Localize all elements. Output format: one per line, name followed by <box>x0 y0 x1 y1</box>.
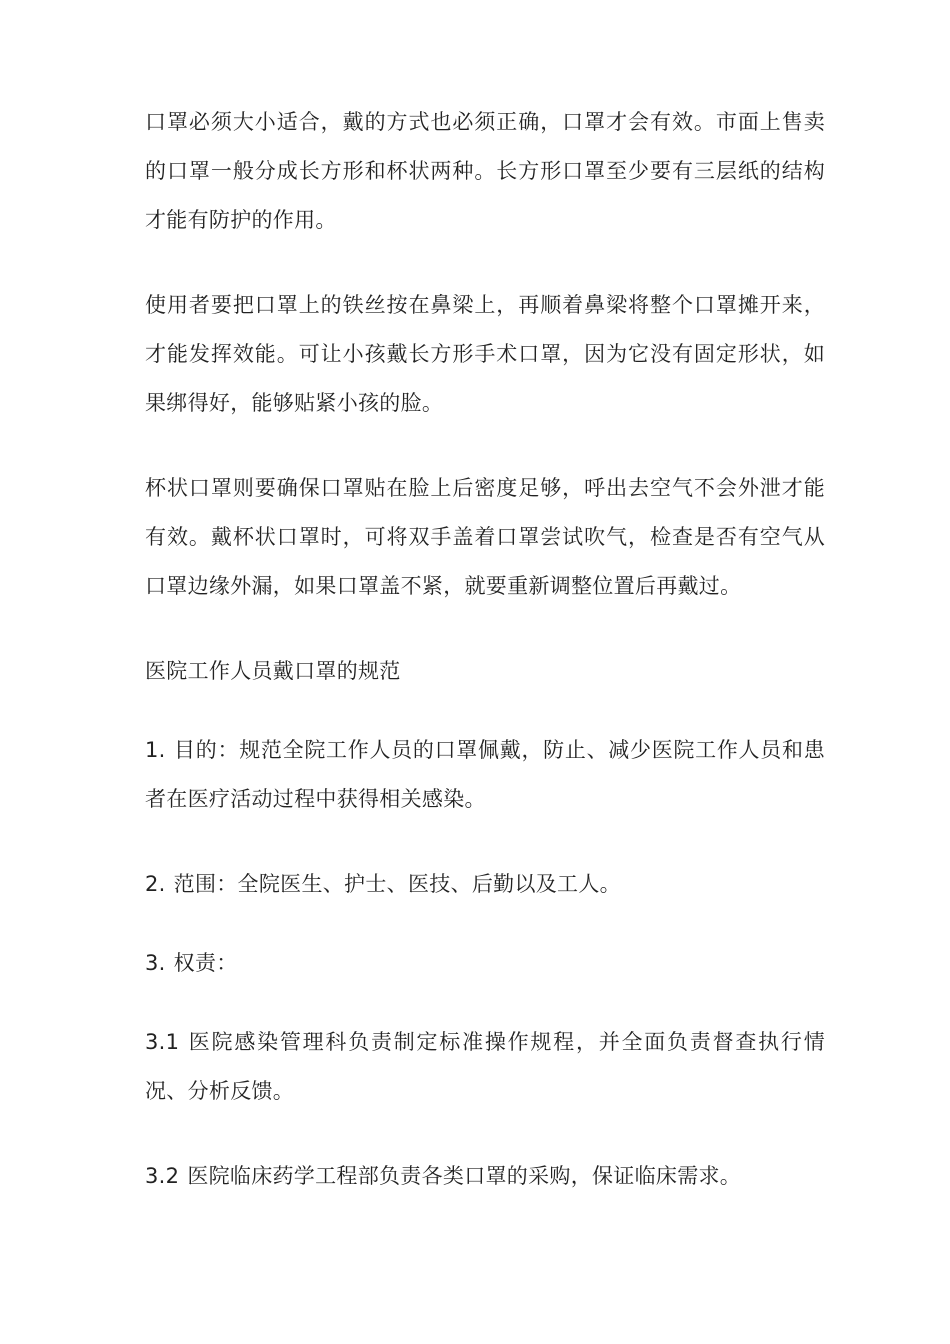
item-text: 范围：全院医生、护士、医技、后勤以及工人。 <box>173 872 621 896</box>
list-item <box>145 1152 825 1201</box>
paragraph-mask-wearing: 使用者要把口罩上的铁丝按在鼻梁上，再顺着鼻梁将整个口罩摊开来，才能发挥效能。可让小孩戴长方形手术口罩，因为它没有固定形状，如果绑得好，能够贴紧小孩的脸。 <box>145 293 825 415</box>
paragraph-mask-fit: 口罩必须大小适合，戴的方式也必须正确，口罩才会有效。市面上售卖的口罩一般分成长方形和杯状两种。长方形口罩至少要有三层纸的结构才能有防护的作用。 <box>145 110 825 232</box>
list-item <box>145 860 825 909</box>
paragraph-cup-mask: 杯状口罩则要确保口罩贴在脸上后密度足够，呼出去空气不会外泄才能有效。戴杯状口罩时，可将双手盖着口罩尝试吹气，检查是否有空气从口罩边缘外漏，如果口罩盖不紧，就要重新调整位置后再戴过。 <box>145 476 825 598</box>
item-text: 目的：规范全院工作人员的口罩佩戴，防止、减少医院工作人员和患者在医疗活动过程中获得相关感染。 <box>145 738 825 811</box>
item-text: 医院感染管理科负责制定标准操作规程，并全面负责督查执行情况、分析反馈。 <box>145 1030 825 1103</box>
item-number: 3.2 <box>145 1164 180 1188</box>
item-number: 3. <box>145 951 166 975</box>
list-item <box>145 1018 825 1116</box>
list-item <box>145 939 825 988</box>
item-number: 3.1 <box>145 1030 180 1054</box>
item-number: 1. <box>145 738 166 762</box>
document-body <box>145 98 825 1237</box>
item-text: 医院临床药学工程部负责各类口罩的采购，保证临床需求。 <box>187 1164 742 1188</box>
section-title: 医院工作人员戴口罩的规范 <box>145 659 401 683</box>
item-number: 2. <box>145 872 166 896</box>
list-item <box>145 726 825 824</box>
item-text: 权责： <box>173 951 238 975</box>
